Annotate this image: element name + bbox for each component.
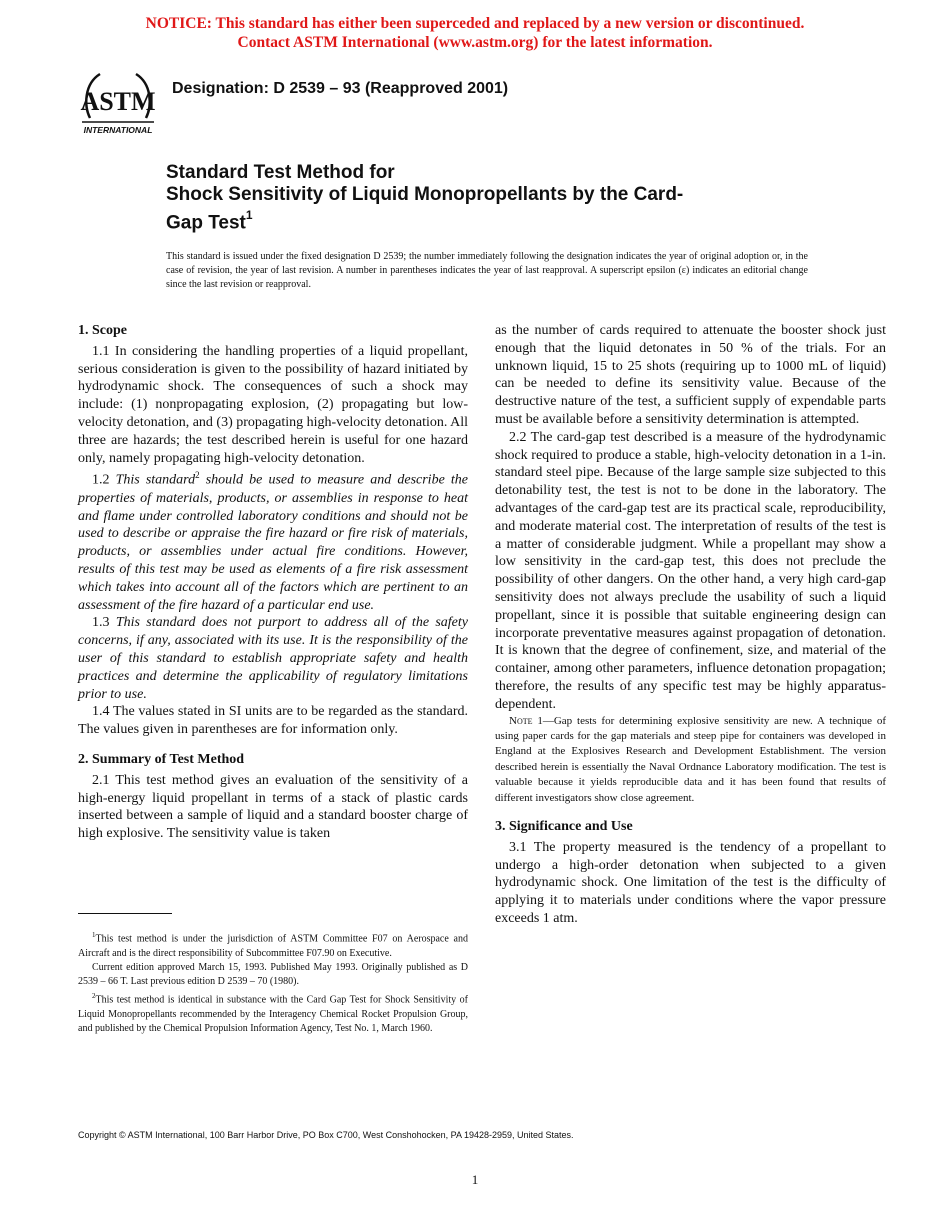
paragraph-1-3 <box>78 614 468 703</box>
paragraph-2-2: 2.2 The card-gap test described is a measure of the hydrodynamic shock required to produce a stable, high-velocity detonation in a 1-in. standard steel pipe. Because of the large sample size subjected to this detonability test, the test is not to be done in the laboratory. The advantages of the card-gap test are its practical scale, reproducibility, and moderate material cost. The interpretation of results of the test is a matter of considerable judgment. While a propellant may show a low sensitivity in the card-gap test, this does not preclude the possibility of other dangers. On the other hand, a very high card-gap sensitivity does not always preclude the usability of such a liquid propellant, since it is possible that suitable engineering design can incorporate preventative measures against propagation of detonation. It is known that the degree of confinement, size, and material of the container, among other parameters, influence detonation propagation; therefore, the results of any specific test may be highly apparatus-dependent. <box>495 429 886 712</box>
left-column <box>78 322 468 843</box>
paragraph-1-2-number: 1.2 <box>92 473 116 489</box>
footnote-1-marker: 1 <box>92 931 96 939</box>
page-number: 1 <box>471 1172 479 1187</box>
paragraph-1-2 <box>78 467 468 614</box>
title-line-1: Standard Test Method for <box>166 162 395 183</box>
paragraph-2-1-continued: as the number of cards required to attenuate the booster shock just enough that the liquid detonates in 50 % of the trials. For an unknown liquid, 15 to 25 shots (requiring up to 1000 mL of liquid) can be needed to define its sensitivity value. Because of the destructive nature of the test, a sufficient supply of expendable parts must be available before a sensitivity determination is attempted. <box>495 323 886 427</box>
title-line-2: Shock Sensitivity of Liquid Monopropellants by the Card- <box>166 184 684 205</box>
notice-banner <box>0 14 950 52</box>
footnote-1-edition: Current edition approved March 15, 1993. Published May 1993. Originally published as D 2539 – 66 T. Last previous edition D 2539 – 70 (1980). <box>78 961 468 987</box>
section-3-heading: 3. Significance and Use <box>495 818 633 834</box>
right-column <box>495 322 886 928</box>
logo-text: ASTM <box>80 87 156 116</box>
paragraph-1-3-text: This standard does not purport to address all of the safety concerns, if any, associated with its use. It is the responsibility of the user of this standard to establish appropriate safety and health practices and determine the applicability of regulatory limitations prior to use. <box>78 615 468 702</box>
issue-statement: This standard is issued under the fixed designation D 2539; the number immediately following the designation indicates the year of original adoption or, in the case of revision, the year of last revision. A number in parentheses indicates the year of last reapproval. A superscript epsilon (ε) indicates an editorial change since the last revision or reapproval. <box>166 251 808 290</box>
footnote-1-text: This test method is under the jurisdiction of ASTM Committee F07 on Aerospace and Aircraft and is the direct responsibility of Subcommittee F07.90 on Executive. <box>78 933 468 959</box>
paragraph-1-2-text-a: This standard <box>115 473 196 489</box>
footnote-2 <box>78 989 468 1036</box>
paragraph-1-2-text-b: should be used to measure and describe the properties of materials, products, or assemblies in response to heat and flame under controlled laboratory conditions and should not be used to describe or appraise the fire hazard or fire risk of materials, products, or assemblies under actual fire conditions. However, results of this test may be used as elements of a fire risk assessment which takes into account all of the factors which are pertinent to an assessment of the fire hazard of a particular end use. <box>78 473 468 613</box>
footnote-1 <box>78 928 468 961</box>
note-1-label: Note 1 <box>509 714 543 727</box>
paragraph-3-1: 3.1 The property measured is the tendency of a propellant to undergo a high-order detonation when subjected to a given hydrodynamic shock. One limitation of the test is the difficulty of applying it to materials under conditions where the vapor pressure exceeds 1 atm. <box>495 839 886 926</box>
logo-subtext: INTERNATIONAL <box>83 125 153 135</box>
document-title <box>166 162 806 234</box>
title-line-3-text: Gap Test <box>166 212 246 234</box>
note-1-text: —Gap tests for determining explosive sensitivity are new. A technique of using paper cards for the gap materials and steep pipe for containers was developed in England at the Explosives Research and Development Establishment. The version described herein is essentially the Naval Ordnance Laboratory modification. The test is valuable because it yields reproducible data and it has been found that results of different investigators show close agreement. <box>495 714 886 804</box>
notice-line-2: Contact ASTM International (www.astm.org) for the latest information. <box>237 34 713 51</box>
section-1-heading: 1. Scope <box>78 323 127 338</box>
astm-logo <box>78 66 158 138</box>
copyright: Copyright © ASTM International, 100 Barr Harbor Drive, PO Box C700, West Conshohocken, PA 19428-2959, United States. <box>78 1130 574 1140</box>
paragraph-1-3-number: 1.3 <box>92 615 116 631</box>
footnotes <box>78 928 468 1036</box>
note-1 <box>495 714 886 806</box>
designation: Designation: D 2539 – 93 (Reapproved 2001) <box>172 80 509 97</box>
paragraph-2-1: 2.1 This test method gives an evaluation of the sensitivity of a high-energy liquid propellant in terms of a stack of plastic cards inserted between a sample of liquid and a standard booster charge of high explosive. The sensitivity value is taken <box>78 772 468 842</box>
footnote-2-text: This test method is identical in substance with the Card Gap Test for Shock Sensitivity of Liquid Monopropellants recommended by the Interagency Chemical Rocket Propulsion Group, and published by the Chemical Propulsion Information Agency, Test No. 1, March 1960. <box>78 994 468 1034</box>
title-footnote-marker: 1 <box>245 208 253 222</box>
footnote-2-marker: 2 <box>195 470 200 481</box>
section-2-heading: 2. Summary of Test Method <box>78 751 245 767</box>
footnote-2-marker-bottom: 2 <box>92 992 96 1001</box>
footnote-divider <box>78 913 172 914</box>
paragraph-1-1: 1.1 In considering the handling properties of a liquid propellant, serious consideration is given to the possibility of hazard initiated by hydrodynamic shock. The consequences of such a shock may include: (1) nonpropagating explosion, (2) propagating but low-velocity detonation, and (3) propagating high-velocity detonation. All three are hazards; the test described herein is useful for one hazard only, namely propagating high-velocity detonation. <box>78 343 468 466</box>
title-line-3 <box>166 206 806 234</box>
paragraph-1-4: 1.4 The values stated in SI units are to be regarded as the standard. The values given in parentheses are for information only. <box>78 704 468 738</box>
notice-line-1: NOTICE: This standard has either been superceded and replaced by a new version or discontinued. <box>145 15 805 32</box>
